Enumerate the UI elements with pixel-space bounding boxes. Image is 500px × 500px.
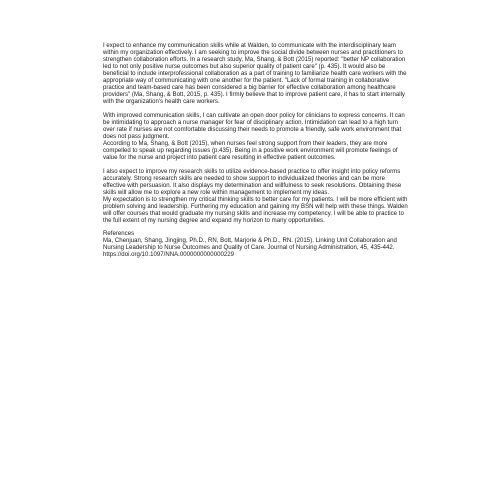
document-body xyxy=(103,43,408,259)
paragraph-research-skills: I also expect to improve my research skills to utilize evidence-based practice to offer insight into policy reforms accurately. Strong research skills are needed to show support to individualized theories and can be more effective with persuasion. It also displays my determination and willfulness to seek resolutions. Obtaining these skills will allow me to explore a new role within management to implement my ideas. xyxy=(103,168,402,196)
paragraph-communication: I expect to enhance my communication skills while at Walden, to communicate with the interdisciplinary team within my organization effectively. I am seeking to improve the social divide between nurses and practitioners to strengthen collaboration efforts. In a research study, Ma, Shang, & Bott (2015) reported: "better NP collaboration led to not only positive nurse outcomes but also superior quality of patient care" (p. 435). It would also be beneficial to include interprofessional collaboration as a part of training to familiarize health care workers with the appropriate way of communicating with one another for the patient. "Lack of formal training in collaborative practice and team-based care has been considered a big barrier for effective collaboration among healthcare providers" (Ma, Shang, & Bott, 2015, p. 435). I firmly believe that to improve patient care, it has to start internally with the organization's health care workers. xyxy=(103,43,407,106)
paragraph-open-door-policy: With improved communication skills, I can cultivate an open door policy for clinicians to express concerns. It can be intimidating to approach a nurse manager for fear of disciplinary action. Intimidation can lead to a high turn over rate if nurses are not comfortable discussing their needs to promote a friendly, safe work environment that does not pass judgment. xyxy=(103,112,405,140)
paragraph-leader-support: According to Ma, Shang, & Bott (2015), when nurses feel strong support from their leaders, they are more compelled to speak up regarding issues (p.435). Being in a positive work environment will promote feelings of value for the nurse and project into patient care resulting in effective patient outcomes. xyxy=(103,141,398,162)
references-heading: References xyxy=(103,231,135,238)
reference-entry: Ma, Chenjuan, Shang, Jingjing, Ph.D., RN, Bott, Marjorie & Ph.D., RN. (2015). Linking Unit Collaboration and Nursing Leadership to Nurse Outcomes and Quality of Care. Journal of Nursing Administration, 45, 435-442. https://doi.org/10.1097/NNA.0000000000000229 xyxy=(103,238,397,259)
paragraph-critical-thinking: My expectation is to strengthen my critical thinking skills to better care for my patients. I will be more efficient with problem solving and leadership. Furthering my education and gaining my BSN will help with these things. Walden will offer courses that would graduate my nursing skills and increase my competency. I will be able to practice to the full extent of my nursing degree and expand my horizon to many opportunities. xyxy=(103,196,408,224)
